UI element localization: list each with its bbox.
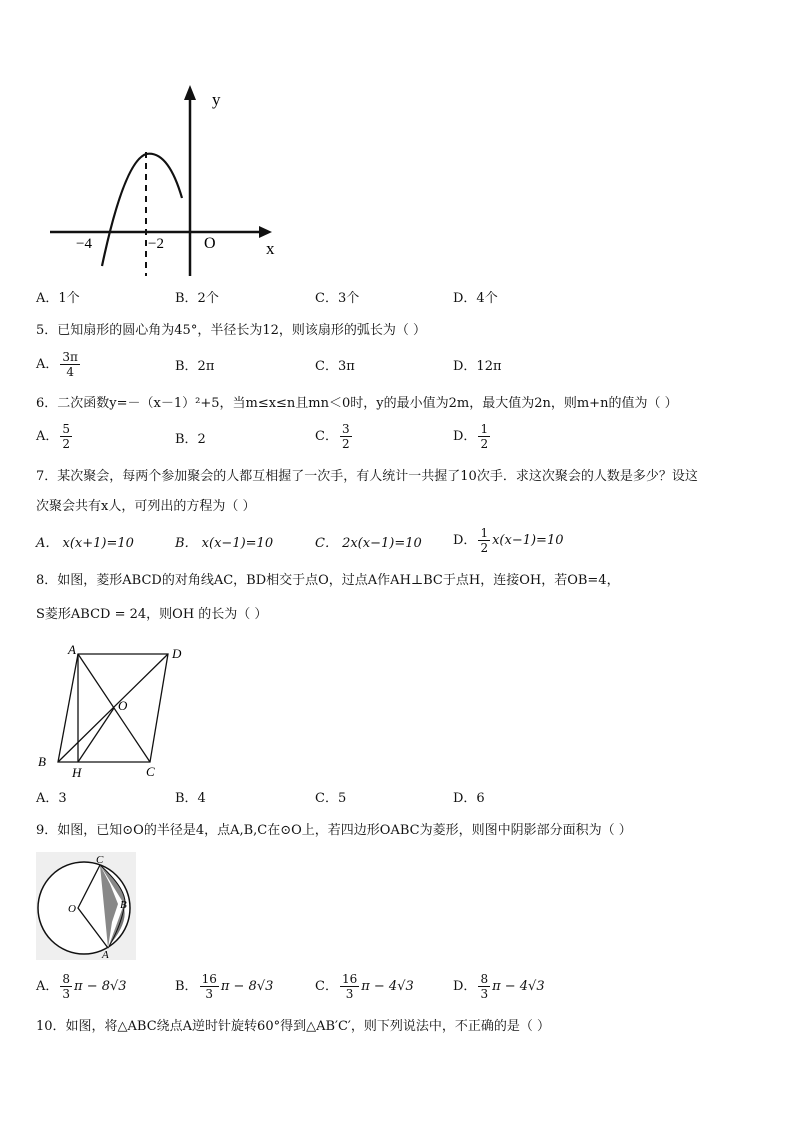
q8-option-d[interactable]: D．6 [453,791,485,806]
q6-d-denominator: 2 [480,437,489,451]
q7-option-c[interactable]: C． 2x(x−1)=10 [315,536,422,551]
tick-label-neg4: −4 [76,236,92,252]
x-axis-label: x [266,239,275,258]
q6-c-numerator: 3 [341,422,350,436]
label-B: B [120,899,127,911]
q9-c-rest: π − 4√3 [361,979,414,994]
q6-option-d[interactable] [453,422,492,451]
q9-d-rest: π − 4√3 [492,979,545,994]
q9-b-prefix: B． [175,979,198,994]
tick-label-neg2: −2 [148,236,164,252]
q9-d-numerator: 8 [480,972,489,986]
label-H: H [72,765,82,780]
q9-a-numerator: 8 [62,972,71,986]
q7-d-denominator: 2 [480,541,489,555]
q6-option-c[interactable] [315,422,354,451]
q6-d-numerator: 1 [480,422,489,436]
label-B: B [38,754,46,769]
q7-d-rest: x(x−1)=10 [492,533,564,548]
q5-option-b[interactable]: B．2π [175,359,215,374]
q7-stem-line1: 7．某次聚会，每两个参加聚会的人都互相握了一次手，有人统计一共握了10次手．求这次聚会的人数是多少？设这 [36,469,698,484]
q6-a-prefix: A． [36,429,59,444]
q6-option-b[interactable]: B．2 [175,432,206,447]
q10-stem: 10．如图，将△ABC绕点A逆时针旋转60°得到△AB′C′，则下列说法中，不正确的是（ ） [36,1019,551,1034]
q9-a-rest: π − 8√3 [74,979,127,994]
label-A: A [102,949,109,960]
q8-stem-line1: 8．如图，菱形ABCD的对角线AC，BD相交于点O，过点A作AH⊥BC于点H，连接OH，若OB=4， [36,573,620,588]
q9-c-denominator: 3 [345,987,354,1001]
q5-option-d[interactable]: D．12π [453,359,502,374]
y-axis-label: y [212,90,221,109]
q9-option-c[interactable] [315,972,414,1001]
q5-a-numerator: 3π [62,350,78,364]
q6-a-denominator: 2 [62,437,71,451]
label-O: O [118,698,128,713]
q9-stem: 9．如图，已知⊙O的半径是4，点A,B,C在⊙O上，若四边形OABC为菱形，则图中阴影部分面积为（ ） [36,823,632,838]
q7-option-b[interactable]: B． x(x−1)=10 [175,536,274,551]
q9-c-numerator: 16 [341,972,358,986]
label-C: C [146,764,155,779]
q7-stem-line2: 次聚会共有x人，可列出的方程为（ ） [36,499,256,514]
q7-option-a[interactable]: A． x(x+1)=10 [36,536,134,551]
q6-a-numerator: 5 [62,422,71,436]
q5-a-prefix: A． [36,357,59,372]
q5-stem: 5．已知扇形的圆心角为45°，半径长为12，则该扇形的弧长为（ ） [36,323,426,338]
label-D: D [172,646,182,661]
q8-option-b[interactable]: B．4 [175,791,206,806]
q5-option-c[interactable]: C．3π [315,359,355,374]
q4-option-c[interactable]: C．3个 [315,291,360,306]
q4-option-d[interactable]: D．4个 [453,291,498,306]
q4-option-b[interactable]: B．2个 [175,291,219,306]
q6-option-a[interactable] [36,422,74,451]
q9-b-rest: π − 8√3 [220,979,274,994]
q5-a-denominator: 4 [66,365,74,379]
q5-option-a[interactable] [36,350,82,379]
q6-c-prefix: C． [315,429,338,444]
circle-figure [36,852,136,960]
parabola-figure [40,80,290,285]
q9-a-denominator: 3 [62,987,71,1001]
q9-a-prefix: A． [36,979,59,994]
q4-option-a[interactable]: A．1个 [36,291,80,306]
label-A: A [68,642,76,657]
q7-d-prefix: D． [453,533,477,548]
label-O: O [68,903,76,915]
q8-option-c[interactable]: C．5 [315,791,347,806]
q9-option-b[interactable] [175,972,273,1001]
origin-label: O [204,235,216,252]
q9-c-prefix: C． [315,979,338,994]
q6-stem: 6．二次函数y=－（x－1）²+5，当m≤x≤n且mn＜0时，y的最小值为2m，最大值为2n，则m+n的值为（ ） [36,396,678,411]
q9-d-denominator: 3 [480,987,489,1001]
q9-d-prefix: D． [453,979,477,994]
q9-b-denominator: 3 [205,987,214,1001]
q8-stem-line2: S菱形ABCD = 24，则OH 的长为（ ） [36,607,268,622]
rhombus-figure [34,640,204,780]
label-C: C [96,854,104,866]
q6-c-denominator: 2 [341,437,350,451]
q7-option-d[interactable] [453,526,563,555]
q8-option-a[interactable]: A．3 [36,791,67,806]
q9-option-a[interactable] [36,972,127,1001]
q9-b-numerator: 16 [201,972,217,986]
q7-d-numerator: 1 [480,526,489,540]
q6-d-prefix: D． [453,429,477,444]
q9-option-d[interactable] [453,972,545,1001]
